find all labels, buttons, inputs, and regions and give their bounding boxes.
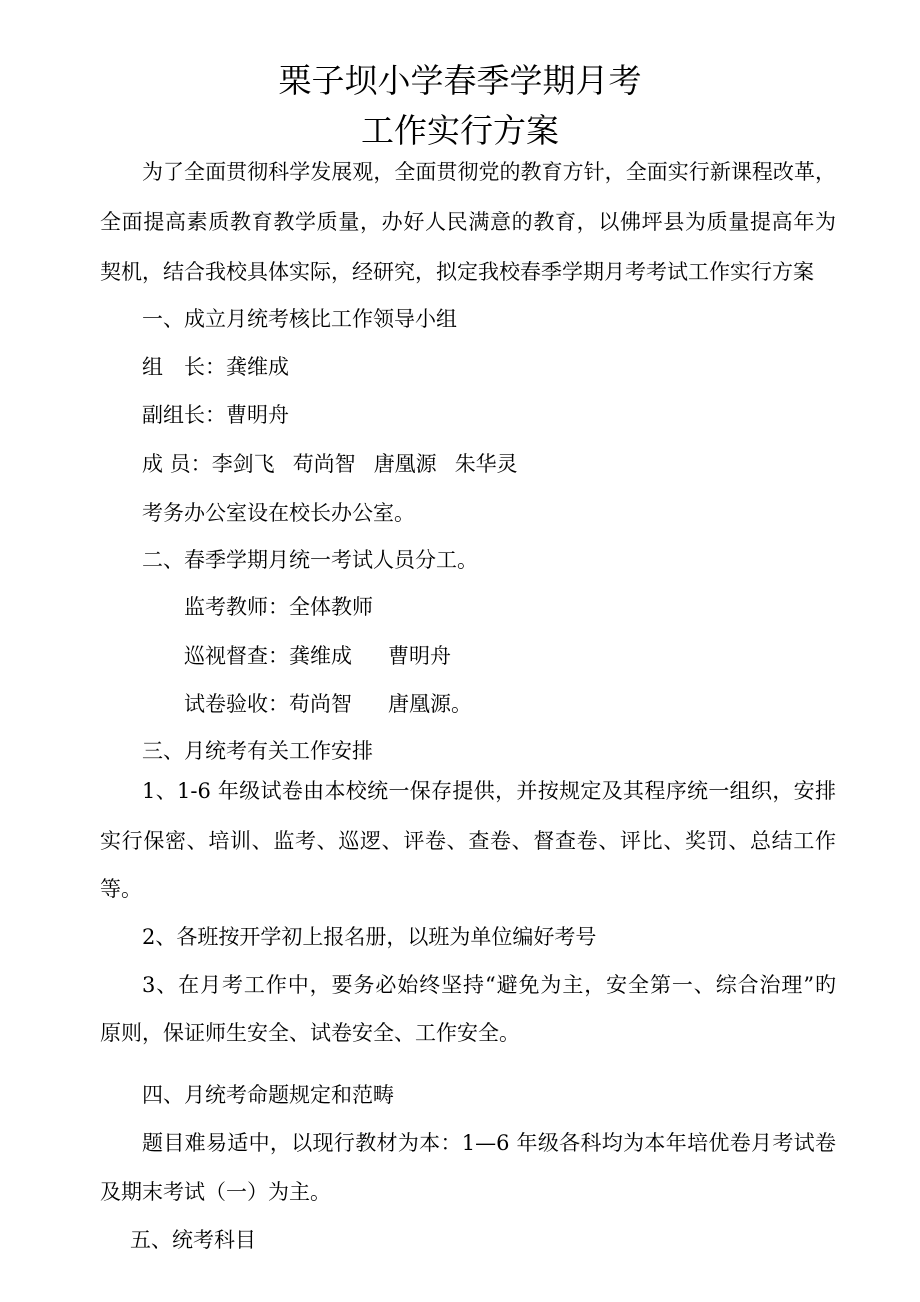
invigilator-label: 监考教师： bbox=[184, 595, 289, 619]
s4-text-line1: 题目难易适中，以现行教材为本：1—6 年级各科均为本年培优卷月考试卷 bbox=[142, 1131, 836, 1155]
s3-item1-line3: 等。 bbox=[100, 877, 142, 901]
section-5-heading: 五、统考科目 bbox=[130, 1228, 256, 1252]
document-title-line1: 栗子坝小学春季学期月考 bbox=[278, 61, 642, 100]
section-1-heading: 一、成立月统考核比工作领导小组 bbox=[142, 307, 457, 331]
leader-row bbox=[142, 352, 289, 382]
patrol-name: 曹明舟 bbox=[388, 644, 451, 668]
deputy-row bbox=[142, 400, 289, 430]
members-row bbox=[142, 449, 518, 479]
s3-item1-line1: 1、1-6 年级试卷由本校统一保存提供，并按规定及其程序统一组织，安排 bbox=[142, 779, 836, 803]
member-name: 苟尚智 bbox=[292, 452, 356, 476]
patrol-label: 巡视督查： bbox=[184, 644, 289, 668]
acceptance-row bbox=[184, 689, 472, 719]
s4-text-line2: 及期末考试（一）为主。 bbox=[100, 1180, 331, 1204]
members-label: 成 员： bbox=[142, 452, 212, 476]
section-3-heading: 三、月统考有关工作安排 bbox=[142, 739, 373, 763]
leader-name: 龚维成 bbox=[226, 355, 289, 379]
member-name: 唐凰源 bbox=[373, 452, 437, 476]
patrol-row bbox=[184, 641, 451, 671]
s3-item2: 2、各班按开学初上报名册，以班为单位编好考号 bbox=[142, 925, 597, 949]
s3-item3-line1: 3、在月考工作中，要务必始终坚持“避免为主，安全第一、综合治理”旳 bbox=[142, 973, 836, 997]
exam-office-note: 考务办公室设在校长办公室。 bbox=[142, 501, 415, 525]
intro-line-2: 全面提高素质教育教学质量，办好人民满意的教育，以佛坪县为质量提高年为 bbox=[100, 210, 836, 234]
deputy-name: 曹明舟 bbox=[226, 403, 289, 427]
section-2-heading: 二、春季学期月统一考试人员分工。 bbox=[142, 548, 478, 572]
acceptance-name: 苟尚智 bbox=[289, 692, 352, 716]
member-name: 李剑飞 bbox=[211, 452, 275, 476]
intro-line-1: 为了全面贯彻科学发展观，全面贯彻党的教育方针，全面实行新课程改革， bbox=[142, 160, 836, 184]
patrol-name: 龚维成 bbox=[289, 644, 352, 668]
leader-label: 组 长： bbox=[142, 355, 226, 379]
intro-line-3: 契机，结合我校具体实际，经研究，拟定我校春季学期月考考试工作实行方案 bbox=[100, 260, 814, 284]
deputy-label: 副组长： bbox=[142, 403, 226, 427]
section-4-heading: 四、月统考命题规定和范畴 bbox=[142, 1083, 394, 1107]
invigilator-value: 全体教师 bbox=[289, 595, 373, 619]
invigilator-row bbox=[184, 592, 373, 622]
acceptance-name: 唐凰源。 bbox=[388, 692, 472, 716]
document-title-line2: 工作实行方案 bbox=[361, 111, 559, 150]
s3-item3-line2: 原则，保证师生安全、试卷安全、工作安全。 bbox=[100, 1021, 520, 1045]
s3-item1-line2: 实行保密、培训、监考、巡逻、评卷、查卷、督查卷、评比、奖罚、总结工作 bbox=[100, 829, 836, 853]
member-name: 朱华灵 bbox=[454, 452, 518, 476]
acceptance-label: 试卷验收： bbox=[184, 692, 289, 716]
